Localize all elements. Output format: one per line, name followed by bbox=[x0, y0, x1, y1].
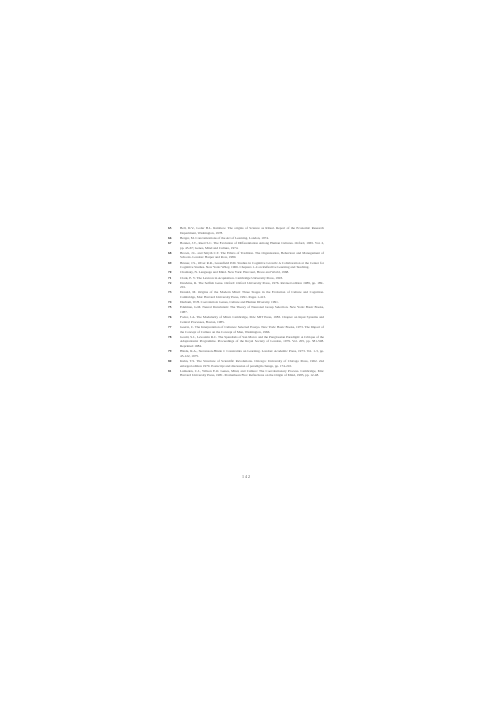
reference-text: Durham, W.H. Coevolution: Genes, Culture and Human Diversity. 1991. bbox=[180, 300, 279, 305]
reference-text: Bell, D.V., Loder B.L. Rainbow. The origins of Science as Ritual. Report of the Economic Research Department, Washington, 1978. bbox=[180, 226, 324, 235]
reference-number: 73 bbox=[168, 290, 172, 295]
reference-item bbox=[168, 251, 324, 260]
reference-number: 81 bbox=[168, 368, 172, 373]
reference-text: Chomsky, N. Language and Mind. New York: Harcourt, Brace and World, 1968. bbox=[180, 270, 290, 275]
reference-number: 75 bbox=[168, 305, 172, 310]
reference-number: 78 bbox=[168, 334, 172, 339]
reference-number: 65 bbox=[168, 226, 172, 230]
reference-number: 74 bbox=[168, 300, 172, 305]
document-page bbox=[168, 226, 324, 479]
reference-number: 70 bbox=[168, 270, 172, 275]
reference-text: Bonner, J.T., Reed S.C. The Evolution of Differentiation Among Human Cultures. Oxford, 1965. Vol. 2, pp. 45-67; Genes, Mind and Culture, 1974. bbox=[180, 240, 324, 250]
reference-item bbox=[168, 369, 324, 378]
reference-text: Clark, E. V. The Lexicon in Acquisition. Cambridge University Press, 1993. bbox=[180, 275, 284, 280]
page-number: 1 4 2 bbox=[242, 474, 250, 479]
reference-number: 79 bbox=[168, 349, 172, 354]
reference-item bbox=[168, 276, 324, 281]
reference-item bbox=[168, 226, 324, 235]
reference-item bbox=[168, 315, 324, 324]
reference-text: Geertz, C. The Interpretation of Cultures: Selected Essays. New York: Basic Books, 1973. The Impact of the Concept of Culture on the Concept of Man, Washington, 1966. bbox=[180, 325, 324, 334]
reference-item bbox=[168, 290, 324, 299]
reference-text: Brown, J.L. and Smyth C.T. The Ethics of Tradition. The Organisation, Behaviour and Management of Schools. London: Harper and Row, 1980. bbox=[180, 250, 324, 260]
reference-text: Edelman, G.M. Neural Darwinism: The Theory of Neuronal Group Selection. New York: Basic Books, 1987. bbox=[180, 305, 324, 315]
reference-number: 76 bbox=[168, 315, 172, 320]
reference-text: Kuhn, T.S. The Structure of Scientific Revolutions. Chicago: University of Chicago Press, 1962. 2nd enlarged edition 1970. Postscript and discussion of paradigm change, pp. 174-210. bbox=[180, 358, 324, 368]
reference-item bbox=[168, 300, 324, 305]
reference-item bbox=[168, 305, 324, 314]
reference-item bbox=[168, 236, 324, 241]
reference-item bbox=[168, 349, 324, 358]
reference-text: Donald, M. Origins of the Modern Mind: Three Stages in the Evolution of Culture and Cognition. Cambridge, MA: Harvard University Press, 1991. Pages 1-413. bbox=[180, 290, 324, 300]
reference-item bbox=[168, 281, 324, 290]
reference-item bbox=[168, 241, 324, 250]
reference-text: Berger, M. Concretizations of the Art of Learning. London, 1974. bbox=[180, 235, 269, 240]
reference-number: 66 bbox=[168, 235, 172, 240]
reference-text: Dawkins, R. The Selfish Gene. Oxford: Oxford University Press, 1976. Revised edition 1989, pp. 189–201. bbox=[180, 280, 324, 290]
reference-number: 68 bbox=[168, 250, 172, 255]
reference-number: 71 bbox=[168, 275, 172, 280]
reference-text: Lumsden, C.J., Wilson E.O. Genes, Mind, and Culture: The Coevolutionary Process. Cambridge, MA: Harvard University Press, 1981. Promethean Fire: Reflections on the Origin of Mind, 1983, pp. 12-48. bbox=[180, 368, 324, 378]
reference-number: 77 bbox=[168, 325, 172, 329]
reference-text: Hinde, R.A., Stevenson-Hinde J. Constraints on Learning. London: Academic Press, 1973. Vol. 1-3, pp. 45-122, 1975. bbox=[180, 349, 324, 358]
reference-number: 67 bbox=[168, 240, 172, 245]
reference-number: 69 bbox=[168, 260, 172, 265]
reference-item bbox=[168, 335, 324, 349]
reference-item bbox=[168, 261, 324, 270]
reference-number: 72 bbox=[168, 280, 172, 285]
reference-text: Bruner, J.S., Olver R.R., Greenfield P.M. Studies in Cognitive Growth: A Collaboration at the Center for Cognitive Studies. New York: Wiley, 1966. Chapters 1–4 on Reflective Learning and Teaching. bbox=[180, 260, 324, 270]
reference-list bbox=[168, 226, 324, 378]
reference-text: Fodor, J.A. The Modularity of Mind. Cambridge, MA: MIT Press, 1983. Chapter on Input Systems and Central Processes, Boston, 1985. bbox=[180, 315, 324, 324]
reference-item bbox=[168, 359, 324, 368]
reference-number: 80 bbox=[168, 358, 172, 363]
reference-item bbox=[168, 270, 324, 275]
reference-text: Gould, S.J., Lewontin R.C. The Spandrels of San Marco and the Panglossian Paradigm: A Critique of the Adaptationist Programme. Proceedings of the Royal Society of London, 1979. Vol. 205, pp. 581-598. Reprinted 1984. bbox=[180, 334, 324, 348]
reference-item bbox=[168, 325, 324, 334]
